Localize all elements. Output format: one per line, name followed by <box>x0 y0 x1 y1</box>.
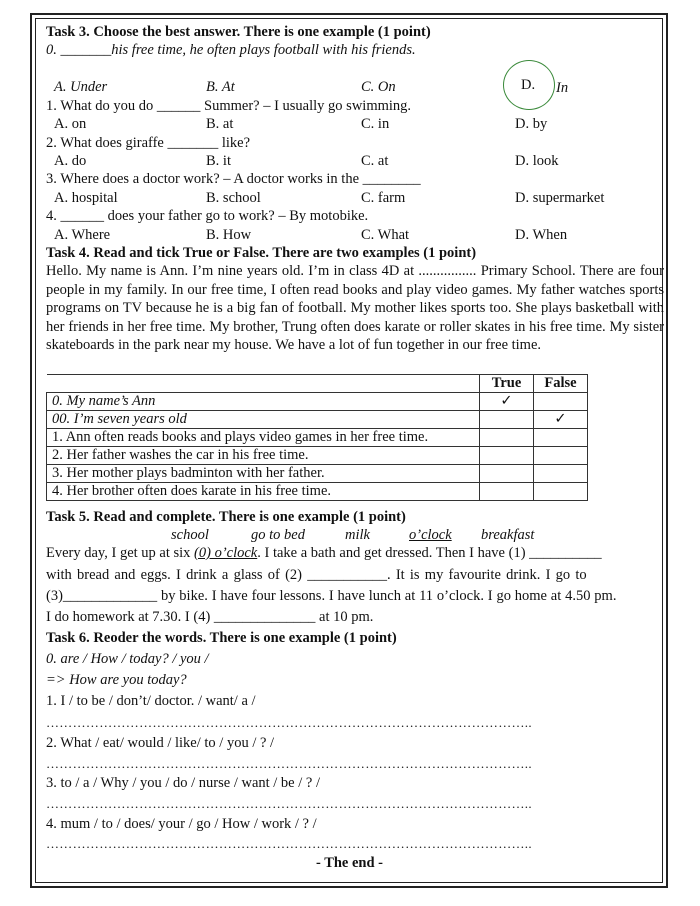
answer-line-4[interactable]: ……………………………………………………………………………………………….. <box>46 836 532 851</box>
task6-q1: 1. I / to be / don’t/ doctor. / want/ a / <box>46 693 256 709</box>
answer-cell[interactable] <box>534 429 588 447</box>
task5-line-3: (3)_____________ by bike. I have four lessons. I have lunch at 11 o’clock. I go home at 4.50 pm. <box>46 588 617 604</box>
task3-ex-opt-d-answer: In <box>556 80 569 96</box>
true-false-table <box>46 374 588 501</box>
task5-line-2: with bread and eggs. I drink a glass of (2) ___________. It is my favourite drink. I go to <box>46 567 587 583</box>
answer-cell[interactable] <box>534 447 588 465</box>
tick-mark: ✓ <box>480 393 534 411</box>
answer-cell[interactable] <box>480 465 534 483</box>
word-bank-milk: milk <box>345 527 370 543</box>
task3-q1-a: A. on <box>54 116 87 132</box>
task6-q4: 4. mum / to / does/ your / go / How / work / ? / <box>46 816 317 832</box>
col-true-header: True <box>480 375 534 393</box>
col-false-header: False <box>534 375 588 393</box>
task3-example-text: _______his free time, he often plays football with his friends. <box>60 42 416 58</box>
answer-cell[interactable] <box>534 393 588 411</box>
task3-q1-b: B. at <box>206 116 234 132</box>
task6-q2: 2. What / eat/ would / like/ to / you / ? / <box>46 735 275 751</box>
task3-example <box>46 41 416 59</box>
task3-q2: 2. What does giraffe _______ like? <box>46 135 251 151</box>
table-header-row <box>47 375 588 393</box>
tick-mark: ✓ <box>534 411 588 429</box>
task6-q3: 3. to / a / Why / you / do / nurse / want / be / ? / <box>46 775 320 791</box>
task3-q1-c: C. in <box>361 116 390 132</box>
task3-q2-d: D. look <box>515 153 559 169</box>
table-row <box>47 393 588 411</box>
task4-passage: Hello. My name is Ann. I’m nine years old. I’m in class 4D at ................ Primary School. There are four people in my family. In our free time, I often read books and play video games. My father watches sports programs on TV because he is a big fan of football. My mother likes sports too. She plays basketball with her friends in her free time. My brother, Trung often does karate or roller skates in his free time. My sister skateboards in the park near my house. We have a lot of fun together in our free time. <box>46 263 664 354</box>
statement-3: 3. Her mother plays badminton with her father. <box>47 465 480 483</box>
statement-4: 4. Her brother often does karate in his free time. <box>47 483 480 501</box>
task3-title: Task 3. Choose the best answer. There is one example (1 point) <box>46 24 431 40</box>
answer-cell[interactable] <box>480 447 534 465</box>
task6-example-answer: => How are you today? <box>46 672 187 688</box>
task3-example-num: 0. <box>46 42 57 58</box>
word-bank-go-to-bed: go to bed <box>251 527 305 543</box>
task3-q4-a: A. Where <box>54 227 111 243</box>
answer-line-1[interactable]: ……………………………………………………………………………………………….. <box>46 715 532 730</box>
answer-cell[interactable] <box>534 465 588 483</box>
task6-title: Task 6. Reoder the words. There is one example (1 point) <box>46 630 397 646</box>
statement-1: 1. Ann often reads books and plays video games in her free time. <box>47 429 480 447</box>
task3-q2-a: A. do <box>54 153 87 169</box>
table-row <box>47 411 588 429</box>
task3-q4-b: B. How <box>206 227 252 243</box>
answer-cell[interactable] <box>534 483 588 501</box>
task3-q3-d: D. supermarket <box>515 190 605 206</box>
task3-q4: 4. ______ does your father go to work? – By motobike. <box>46 208 369 224</box>
task3-q3: 3. Where does a doctor work? – A doctor works in the ________ <box>46 171 421 187</box>
task3-q3-a: A. hospital <box>54 190 118 206</box>
task4-title: Task 4. Read and tick True or False. There are two examples (1 point) <box>46 245 477 261</box>
answer-line-2[interactable]: ……………………………………………………………………………………………….. <box>46 756 532 771</box>
task5-line-1: Every day, I get up at six (0) o’clock. I take a bath and get dressed. Then I have (1) __________ <box>46 545 602 561</box>
answer-line-3[interactable]: ……………………………………………………………………………………………….. <box>46 796 532 811</box>
task3-q3-c: C. farm <box>361 190 406 206</box>
statement-example-0: 0. My name’s Ann <box>47 393 480 411</box>
word-bank-school: school <box>171 527 209 543</box>
task5-example-answer: (0) o’clock <box>194 545 258 561</box>
task3-ex-opt-d: D. <box>521 77 536 93</box>
task3-q2-c: C. at <box>361 153 389 169</box>
answer-cell[interactable] <box>480 429 534 447</box>
answer-cell[interactable] <box>480 411 534 429</box>
statement-2: 2. Her father washes the car in his free time. <box>47 447 480 465</box>
the-end: - The end - <box>316 855 384 871</box>
table-row <box>47 447 588 465</box>
answer-cell[interactable] <box>480 483 534 501</box>
task3-q2-b: B. it <box>206 153 231 169</box>
statement-example-00: 00. I’m seven years old <box>47 411 480 429</box>
task3-q4-c: C. What <box>361 227 410 243</box>
table-row <box>47 465 588 483</box>
task5-title: Task 5. Read and complete. There is one example (1 point) <box>46 509 406 525</box>
task3-ex-opt-b: B. At <box>206 79 235 95</box>
table-row <box>47 429 588 447</box>
task3-q4-d: D. When <box>515 227 568 243</box>
task3-q1: 1. What do you do ______ Summer? – I usually go swimming. <box>46 98 412 114</box>
task5-line-4: I do homework at 7.30. I (4) ______________ at 10 pm. <box>46 609 374 625</box>
word-bank-breakfast: breakfast <box>481 527 535 543</box>
task3-q1-d: D. by <box>515 116 548 132</box>
task3-q3-b: B. school <box>206 190 261 206</box>
task6-example-question: 0. are / How / today? / you / <box>46 651 209 667</box>
word-bank-oclock: o’clock <box>409 527 452 543</box>
table-row <box>47 483 588 501</box>
task3-ex-opt-a: A. Under <box>54 79 108 95</box>
task3-ex-opt-c: C. On <box>361 79 396 95</box>
